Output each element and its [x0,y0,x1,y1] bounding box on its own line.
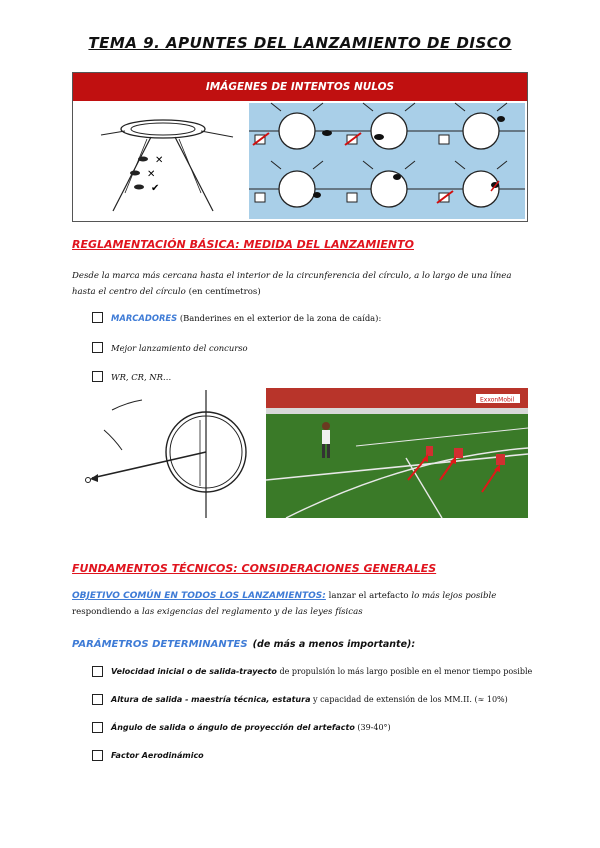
checkbox-icon [92,722,103,733]
param-bold: Velocidad inicial o de salida-trayecto [111,667,277,676]
figure-header: IMÁGENES DE INTENTOS NULOS [73,73,527,101]
param-rest: de propulsión lo más largo posible en el menor tiempo posible [279,667,533,676]
objective-text-2: respondiendo a [72,607,140,617]
param-label [111,667,532,676]
checkbox-icon [92,750,103,761]
objective-text: lanzar el artefacto [328,591,409,601]
measurement-unit: (en centímetros) [188,287,261,297]
banner-text: ExxonMobil [480,396,515,404]
list-item-records [92,371,171,382]
checkbox-icon [92,342,103,353]
list-item-label: Mejor lanzamiento del concurso [111,342,248,353]
list-item-label [111,313,381,323]
list-item-marcadores [92,312,381,323]
objective-paragraph [72,588,532,620]
svg-text:✕: ✕ [147,169,156,180]
page-title: TEMA 9. APUNTES DEL LANZAMIENTO DE DISCO [88,34,512,52]
svg-text:✔: ✔ [151,183,160,194]
objective-emphasis: lo más lejos posible [411,591,497,601]
invalid-attempts-illustration [73,73,527,221]
params-heading [72,632,415,651]
objective-label: OBJETIVO COMÚN EN TODOS LOS LANZAMIENTOS: [72,591,326,601]
list-item-label: WR, CR, NR… [111,371,172,382]
param-label [111,695,508,704]
checkbox-icon [92,694,103,705]
field-markers-photo [266,388,528,518]
list-item-mejor-lanzamiento [92,342,248,353]
svg-text:✕: ✕ [155,155,164,166]
section-heading-fundamentos: FUNDAMENTOS TÉCNICOS: CONSIDERACIONES GENERALES [72,562,437,575]
params-note: (de más a menos importante): [252,639,416,650]
marker-flag-3 [496,454,505,465]
param-bold: Ángulo de salida o ángulo de proyección del artefacto [111,723,355,732]
param-item-aerodinamico [92,750,204,761]
measurement-diagram [82,390,262,520]
param-item-altura [92,694,508,705]
param-label [111,751,204,760]
param-item-velocidad [92,666,532,677]
invalid-attempts-figure [72,72,528,222]
checkbox-icon [92,371,103,382]
checkbox-icon [92,312,103,323]
measurement-definition: Desde la marca más cercana hasta el interior de la circunferencia del círculo, a lo largo de una línea hasta el centro del círculo [72,271,512,297]
marcadores-highlight: MARCADORES [111,312,178,323]
param-rest: (39-40°) [357,723,391,732]
measurement-paragraph [72,268,528,300]
param-bold: Factor Aerodinámico [111,751,204,760]
param-rest: y capacidad de extensión de los MM.II. (≈ 10%) [313,695,508,704]
checkbox-icon [92,666,103,677]
objective-emphasis-2: las exigencias del reglamento y de las leyes físicas [141,607,363,617]
param-bold: Altura de salida - maestría técnica, estatura [111,695,311,704]
params-label: PARÁMETROS DETERMINANTES [72,639,248,650]
param-item-angulo [92,722,391,733]
marcadores-text: (Banderines en el exterior de la zona de caída): [179,312,382,323]
param-label [111,723,391,732]
marker-flag-2 [454,448,463,458]
marker-flag-1 [426,446,433,456]
section-heading-reglamentacion: REGLAMENTACIÓN BÁSICA: MEDIDA DEL LANZAMIENTO [72,238,414,251]
